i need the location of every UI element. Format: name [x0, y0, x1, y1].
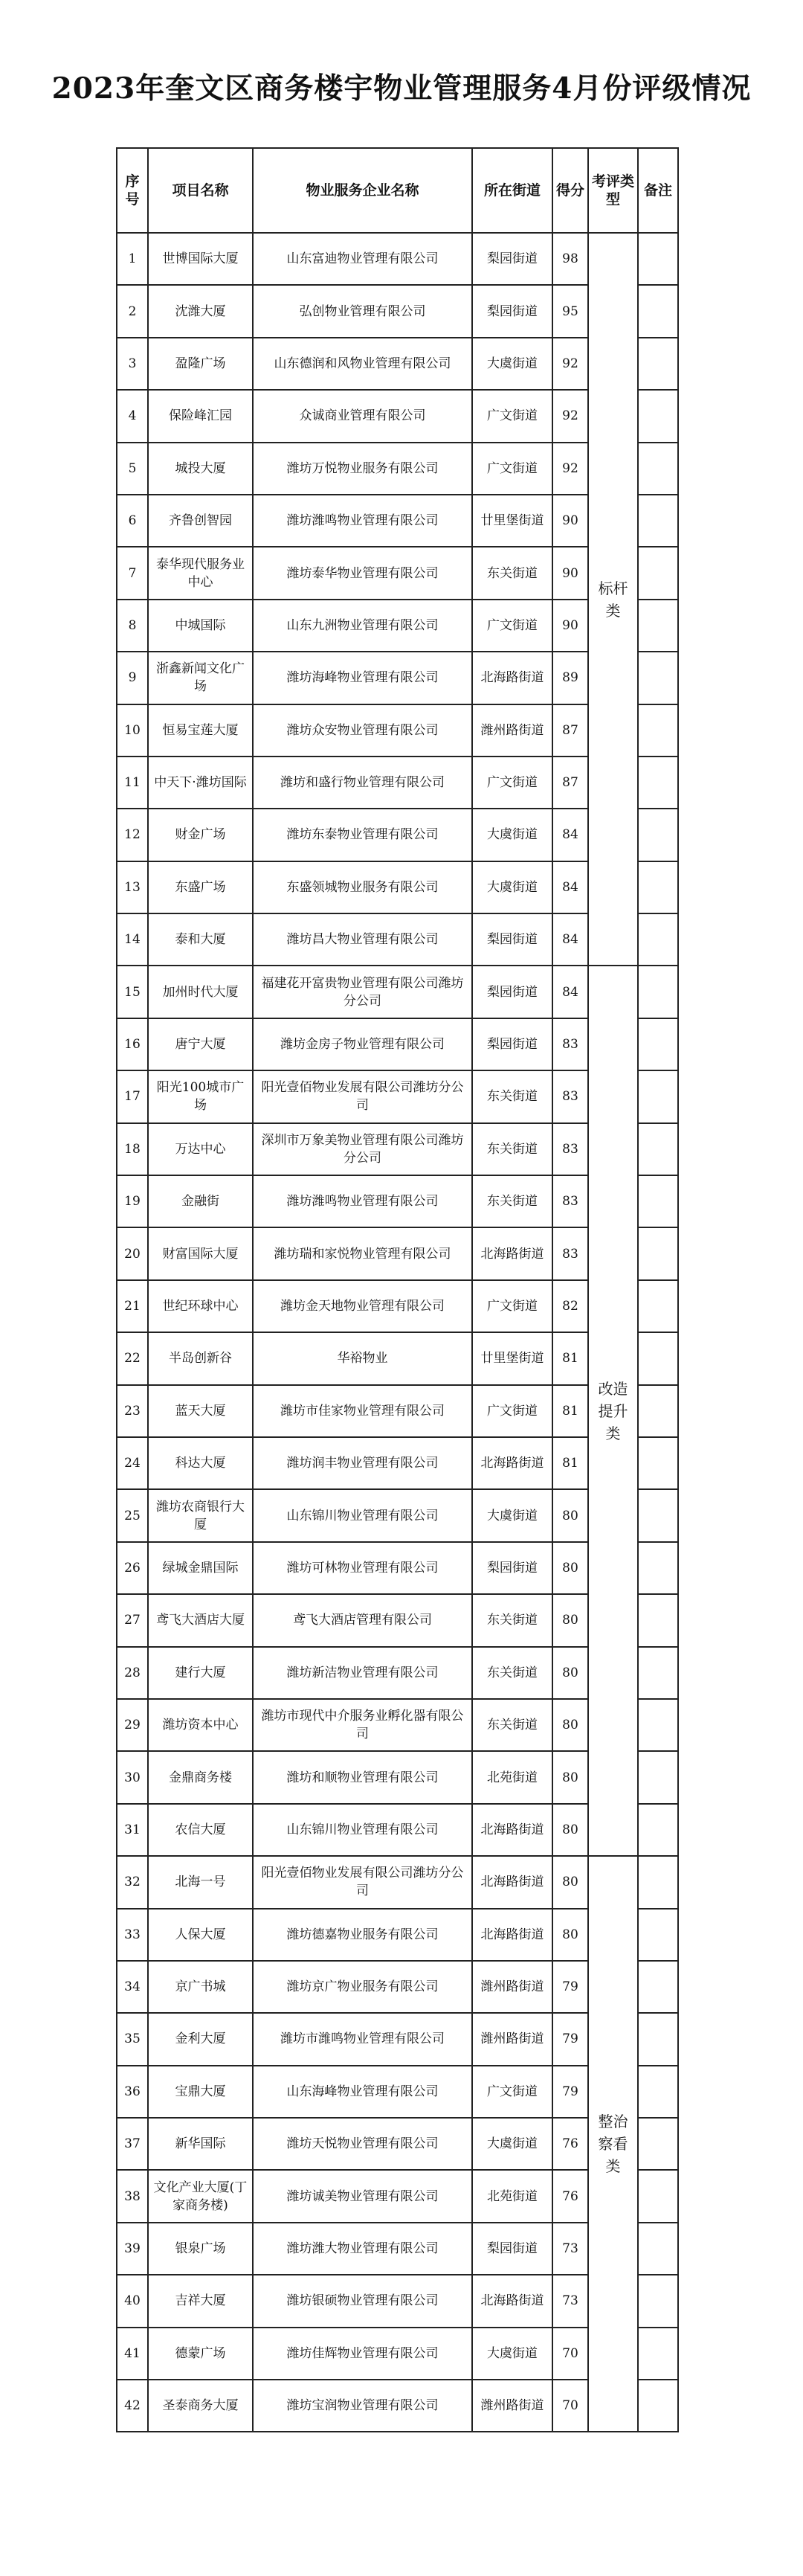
cell-num: 5 — [117, 443, 148, 495]
cell-score: 81 — [552, 1385, 588, 1437]
cell-num: 7 — [117, 547, 148, 599]
cell-num: 2 — [117, 285, 148, 337]
cell-score: 83 — [552, 1227, 588, 1279]
cell-num: 12 — [117, 809, 148, 861]
cell-score: 95 — [552, 285, 588, 337]
cell-score: 98 — [552, 233, 588, 285]
cell-score: 79 — [552, 2066, 588, 2118]
cell-project: 科达大厦 — [148, 1437, 253, 1489]
cell-project: 财富国际大厦 — [148, 1227, 253, 1279]
cell-street: 潍州路街道 — [472, 2013, 552, 2065]
cell-score: 80 — [552, 1804, 588, 1856]
cell-company: 山东德润和风物业管理有限公司 — [253, 338, 472, 390]
cell-company: 潍坊金天地物业管理有限公司 — [253, 1280, 472, 1332]
cell-num: 25 — [117, 1489, 148, 1541]
cell-note — [638, 2066, 678, 2118]
cell-score: 80 — [552, 1647, 588, 1699]
cell-company: 阳光壹佰物业发展有限公司潍坊分公司 — [253, 1070, 472, 1122]
cell-company: 阳光壹佰物业发展有限公司潍坊分公司 — [253, 1856, 472, 1908]
cell-score: 73 — [552, 2223, 588, 2275]
cell-project: 鸢飞大酒店大厦 — [148, 1594, 253, 1646]
cell-score: 70 — [552, 2328, 588, 2380]
rating-table — [116, 147, 679, 2432]
cell-project: 蓝天大厦 — [148, 1385, 253, 1437]
cell-num: 9 — [117, 652, 148, 704]
cell-street: 东关街道 — [472, 1175, 552, 1227]
cell-company: 潍坊和顺物业管理有限公司 — [253, 1751, 472, 1803]
cell-note — [638, 1647, 678, 1699]
cell-note — [638, 1751, 678, 1803]
cell-note — [638, 1018, 678, 1070]
cell-score: 80 — [552, 1699, 588, 1751]
cell-street: 北苑街道 — [472, 2170, 552, 2222]
cell-note — [638, 966, 678, 1018]
cell-note — [638, 913, 678, 966]
cell-note — [638, 1227, 678, 1279]
cell-street: 潍州路街道 — [472, 1961, 552, 2013]
cell-num: 17 — [117, 1070, 148, 1122]
cell-company: 潍坊银硕物业管理有限公司 — [253, 2275, 472, 2327]
cell-note — [638, 1804, 678, 1856]
cell-company: 山东富迪物业管理有限公司 — [253, 233, 472, 285]
cell-project: 银泉广场 — [148, 2223, 253, 2275]
cell-street: 梨园街道 — [472, 1542, 552, 1594]
cell-street: 廿里堡街道 — [472, 1332, 552, 1384]
cell-num: 3 — [117, 338, 148, 390]
cell-note — [638, 233, 678, 285]
cell-project: 文化产业大厦(丁家商务楼) — [148, 2170, 253, 2222]
cell-note — [638, 338, 678, 390]
cell-num: 10 — [117, 704, 148, 757]
cell-num: 1 — [117, 233, 148, 285]
cell-street: 广文街道 — [472, 390, 552, 442]
cell-score: 79 — [552, 2013, 588, 2065]
cell-project: 潍坊农商银行大厦 — [148, 1489, 253, 1541]
cell-project: 金利大厦 — [148, 2013, 253, 2065]
cell-score: 87 — [552, 757, 588, 809]
cell-note — [638, 2170, 678, 2222]
cell-note — [638, 1437, 678, 1489]
cell-company: 潍坊潍大物业管理有限公司 — [253, 2223, 472, 2275]
cell-num: 30 — [117, 1751, 148, 1803]
cell-num: 37 — [117, 2118, 148, 2170]
cell-project: 半岛创新谷 — [148, 1332, 253, 1384]
cell-score: 84 — [552, 913, 588, 966]
cell-num: 27 — [117, 1594, 148, 1646]
cell-num: 34 — [117, 1961, 148, 2013]
cell-project: 万达中心 — [148, 1123, 253, 1175]
cell-note — [638, 1280, 678, 1332]
cell-score: 81 — [552, 1437, 588, 1489]
cell-num: 39 — [117, 2223, 148, 2275]
cell-company: 潍坊新洁物业管理有限公司 — [253, 1647, 472, 1699]
cell-num: 31 — [117, 1804, 148, 1856]
cell-street: 梨园街道 — [472, 285, 552, 337]
cell-street: 北苑街道 — [472, 1751, 552, 1803]
cell-score: 83 — [552, 1070, 588, 1122]
cell-company: 潍坊昌大物业管理有限公司 — [253, 913, 472, 966]
cell-note — [638, 757, 678, 809]
page-title: 2023年奎文区商务楼宇物业管理服务4月份评级情况 — [51, 71, 752, 106]
cell-project: 齐鲁创智园 — [148, 495, 253, 547]
cell-company: 福建花开富贵物业管理有限公司潍坊分公司 — [253, 966, 472, 1018]
cell-project: 东盛广场 — [148, 861, 253, 913]
cell-street: 北海路街道 — [472, 2275, 552, 2327]
cell-num: 23 — [117, 1385, 148, 1437]
cell-num: 19 — [117, 1175, 148, 1227]
cell-score: 92 — [552, 338, 588, 390]
cell-company: 东盛领城物业服务有限公司 — [253, 861, 472, 913]
cell-company: 潍坊佳辉物业管理有限公司 — [253, 2328, 472, 2380]
cell-note — [638, 1699, 678, 1751]
cell-note — [638, 390, 678, 442]
cell-score: 83 — [552, 1175, 588, 1227]
cell-num: 13 — [117, 861, 148, 913]
cell-num: 32 — [117, 1856, 148, 1908]
header-type: 考评类型 — [588, 148, 638, 233]
cell-street: 大虞街道 — [472, 2328, 552, 2380]
cell-company: 潍坊金房子物业管理有限公司 — [253, 1018, 472, 1070]
cell-score: 83 — [552, 1123, 588, 1175]
cell-note — [638, 1542, 678, 1594]
cell-score: 80 — [552, 1542, 588, 1594]
cell-company: 潍坊潍鸣物业管理有限公司 — [253, 495, 472, 547]
cell-project: 建行大厦 — [148, 1647, 253, 1699]
cell-street: 大虞街道 — [472, 1489, 552, 1541]
cell-score: 84 — [552, 966, 588, 1018]
cell-note — [638, 1175, 678, 1227]
cell-note — [638, 1070, 678, 1122]
cell-note — [638, 1856, 678, 1908]
cell-company: 潍坊泰华物业管理有限公司 — [253, 547, 472, 599]
cell-num: 29 — [117, 1699, 148, 1751]
cell-note — [638, 443, 678, 495]
cell-project: 浙鑫新闻文化广场 — [148, 652, 253, 704]
cell-note — [638, 861, 678, 913]
cell-street: 大虞街道 — [472, 338, 552, 390]
cell-company: 深圳市万象美物业管理有限公司潍坊分公司 — [253, 1123, 472, 1175]
cell-company: 潍坊润丰物业管理有限公司 — [253, 1437, 472, 1489]
cell-num: 22 — [117, 1332, 148, 1384]
cell-street: 东关街道 — [472, 1699, 552, 1751]
cell-project: 金融街 — [148, 1175, 253, 1227]
cell-street: 梨园街道 — [472, 1018, 552, 1070]
cell-num: 38 — [117, 2170, 148, 2222]
cell-num: 6 — [117, 495, 148, 547]
cell-score: 82 — [552, 1280, 588, 1332]
cell-street: 东关街道 — [472, 1647, 552, 1699]
cell-project: 圣泰商务大厦 — [148, 2380, 253, 2432]
cell-note — [638, 495, 678, 547]
cell-project: 中天下·潍坊国际 — [148, 757, 253, 809]
cell-company: 潍坊海峰物业管理有限公司 — [253, 652, 472, 704]
cell-street: 大虞街道 — [472, 809, 552, 861]
cell-street: 大虞街道 — [472, 2118, 552, 2170]
cell-score: 90 — [552, 495, 588, 547]
cell-score: 80 — [552, 1489, 588, 1541]
cell-project: 潍坊资本中心 — [148, 1699, 253, 1751]
cell-num: 28 — [117, 1647, 148, 1699]
cell-project: 加州时代大厦 — [148, 966, 253, 1018]
cell-score: 89 — [552, 652, 588, 704]
cell-street: 北海路街道 — [472, 1227, 552, 1279]
cell-company: 潍坊可林物业管理有限公司 — [253, 1542, 472, 1594]
cell-company: 潍坊众安物业管理有限公司 — [253, 704, 472, 757]
cell-type: 标杆类 — [588, 233, 638, 966]
cell-note — [638, 1909, 678, 1961]
cell-company: 潍坊市佳家物业管理有限公司 — [253, 1385, 472, 1437]
cell-note — [638, 1594, 678, 1646]
cell-company: 山东九洲物业管理有限公司 — [253, 600, 472, 652]
cell-num: 24 — [117, 1437, 148, 1489]
cell-project: 北海一号 — [148, 1856, 253, 1908]
cell-type: 改造提升类 — [588, 966, 638, 1856]
cell-street: 北海路街道 — [472, 652, 552, 704]
cell-score: 92 — [552, 443, 588, 495]
cell-project: 阳光100城市广场 — [148, 1070, 253, 1122]
cell-score: 76 — [552, 2170, 588, 2222]
cell-score: 83 — [552, 1018, 588, 1070]
cell-num: 20 — [117, 1227, 148, 1279]
cell-project: 吉祥大厦 — [148, 2275, 253, 2327]
cell-company: 众诚商业管理有限公司 — [253, 390, 472, 442]
header-num: 序号 — [117, 148, 148, 233]
cell-company: 潍坊瑞和家悦物业管理有限公司 — [253, 1227, 472, 1279]
cell-company: 鸢飞大酒店管理有限公司 — [253, 1594, 472, 1646]
cell-company: 潍坊市现代中介服务业孵化器有限公司 — [253, 1699, 472, 1751]
cell-project: 金鼎商务楼 — [148, 1751, 253, 1803]
cell-project: 农信大厦 — [148, 1804, 253, 1856]
cell-street: 梨园街道 — [472, 966, 552, 1018]
cell-project: 新华国际 — [148, 2118, 253, 2170]
cell-company: 潍坊京广物业服务有限公司 — [253, 1961, 472, 2013]
cell-num: 21 — [117, 1280, 148, 1332]
cell-project: 京广书城 — [148, 1961, 253, 2013]
cell-num: 14 — [117, 913, 148, 966]
cell-project: 世纪环球中心 — [148, 1280, 253, 1332]
cell-project: 宝鼎大厦 — [148, 2066, 253, 2118]
cell-project: 世博国际大厦 — [148, 233, 253, 285]
cell-project: 沈潍大厦 — [148, 285, 253, 337]
cell-note — [638, 1385, 678, 1437]
cell-company: 潍坊东泰物业管理有限公司 — [253, 809, 472, 861]
cell-score: 70 — [552, 2380, 588, 2432]
cell-note — [638, 1123, 678, 1175]
header-street: 所在街道 — [472, 148, 552, 233]
cell-company: 潍坊市潍鸣物业管理有限公司 — [253, 2013, 472, 2065]
cell-note — [638, 547, 678, 599]
cell-score: 76 — [552, 2118, 588, 2170]
cell-company: 潍坊诚美物业管理有限公司 — [253, 2170, 472, 2222]
cell-company: 潍坊和盛行物业管理有限公司 — [253, 757, 472, 809]
cell-note — [638, 2013, 678, 2065]
header-row — [117, 148, 678, 233]
cell-street: 广文街道 — [472, 1280, 552, 1332]
cell-street: 潍州路街道 — [472, 704, 552, 757]
cell-project: 泰和大厦 — [148, 913, 253, 966]
cell-project: 盈隆广场 — [148, 338, 253, 390]
cell-note — [638, 2380, 678, 2432]
cell-street: 廿里堡街道 — [472, 495, 552, 547]
cell-note — [638, 600, 678, 652]
cell-project: 保险峰汇园 — [148, 390, 253, 442]
cell-street: 广文街道 — [472, 443, 552, 495]
cell-type: 整治察看类 — [588, 1856, 638, 2432]
cell-score: 80 — [552, 1594, 588, 1646]
cell-score: 79 — [552, 1961, 588, 2013]
table-row — [117, 966, 678, 1018]
cell-street: 广文街道 — [472, 757, 552, 809]
cell-note — [638, 652, 678, 704]
cell-score: 81 — [552, 1332, 588, 1384]
cell-street: 潍州路街道 — [472, 2380, 552, 2432]
cell-note — [638, 1332, 678, 1384]
cell-num: 16 — [117, 1018, 148, 1070]
cell-street: 广文街道 — [472, 600, 552, 652]
cell-street: 北海路街道 — [472, 1856, 552, 1908]
cell-num: 4 — [117, 390, 148, 442]
cell-score: 84 — [552, 809, 588, 861]
cell-project: 人保大厦 — [148, 1909, 253, 1961]
header-note: 备注 — [638, 148, 678, 233]
cell-note — [638, 1961, 678, 2013]
cell-street: 大虞街道 — [472, 861, 552, 913]
cell-company: 弘创物业管理有限公司 — [253, 285, 472, 337]
header-company: 物业服务企业名称 — [253, 148, 472, 233]
cell-street: 东关街道 — [472, 1123, 552, 1175]
cell-street: 北海路街道 — [472, 1909, 552, 1961]
cell-score: 90 — [552, 600, 588, 652]
cell-num: 36 — [117, 2066, 148, 2118]
header-project: 项目名称 — [148, 148, 253, 233]
cell-project: 城投大厦 — [148, 443, 253, 495]
cell-note — [638, 809, 678, 861]
cell-num: 33 — [117, 1909, 148, 1961]
cell-street: 北海路街道 — [472, 1437, 552, 1489]
cell-company: 潍坊万悦物业服务有限公司 — [253, 443, 472, 495]
cell-street: 北海路街道 — [472, 1804, 552, 1856]
cell-project: 中城国际 — [148, 600, 253, 652]
cell-street: 广文街道 — [472, 2066, 552, 2118]
cell-num: 8 — [117, 600, 148, 652]
cell-num: 41 — [117, 2328, 148, 2380]
cell-street: 梨园街道 — [472, 913, 552, 966]
cell-num: 15 — [117, 966, 148, 1018]
table-row — [117, 1856, 678, 1908]
cell-project: 财金广场 — [148, 809, 253, 861]
cell-company: 山东海峰物业管理有限公司 — [253, 2066, 472, 2118]
cell-score: 90 — [552, 547, 588, 599]
cell-note — [638, 1489, 678, 1541]
cell-score: 73 — [552, 2275, 588, 2327]
cell-company: 潍坊德嘉物业服务有限公司 — [253, 1909, 472, 1961]
cell-score: 80 — [552, 1751, 588, 1803]
cell-note — [638, 704, 678, 757]
cell-score: 92 — [552, 390, 588, 442]
cell-project: 唐宁大厦 — [148, 1018, 253, 1070]
cell-note — [638, 2223, 678, 2275]
cell-score: 87 — [552, 704, 588, 757]
cell-street: 东关街道 — [472, 1594, 552, 1646]
cell-num: 42 — [117, 2380, 148, 2432]
cell-street: 广文街道 — [472, 1385, 552, 1437]
cell-street: 梨园街道 — [472, 233, 552, 285]
cell-num: 11 — [117, 757, 148, 809]
cell-num: 26 — [117, 1542, 148, 1594]
cell-company: 山东锦川物业管理有限公司 — [253, 1804, 472, 1856]
cell-score: 80 — [552, 1856, 588, 1908]
cell-project: 绿城金鼎国际 — [148, 1542, 253, 1594]
cell-note — [638, 2118, 678, 2170]
cell-note — [638, 2275, 678, 2327]
cell-num: 18 — [117, 1123, 148, 1175]
cell-company: 潍坊潍鸣物业管理有限公司 — [253, 1175, 472, 1227]
cell-num: 40 — [117, 2275, 148, 2327]
cell-project: 德蒙广场 — [148, 2328, 253, 2380]
cell-company: 潍坊宝润物业管理有限公司 — [253, 2380, 472, 2432]
header-score: 得分 — [552, 148, 588, 233]
cell-score: 80 — [552, 1909, 588, 1961]
table-row — [117, 233, 678, 285]
cell-num: 35 — [117, 2013, 148, 2065]
cell-note — [638, 285, 678, 337]
cell-street: 东关街道 — [472, 1070, 552, 1122]
cell-company: 潍坊天悦物业管理有限公司 — [253, 2118, 472, 2170]
cell-street: 梨园街道 — [472, 2223, 552, 2275]
cell-project: 恒易宝莲大厦 — [148, 704, 253, 757]
cell-company: 山东锦川物业管理有限公司 — [253, 1489, 472, 1541]
cell-street: 东关街道 — [472, 547, 552, 599]
cell-company: 华裕物业 — [253, 1332, 472, 1384]
cell-score: 84 — [552, 861, 588, 913]
cell-note — [638, 2328, 678, 2380]
cell-project: 泰华现代服务业中心 — [148, 547, 253, 599]
